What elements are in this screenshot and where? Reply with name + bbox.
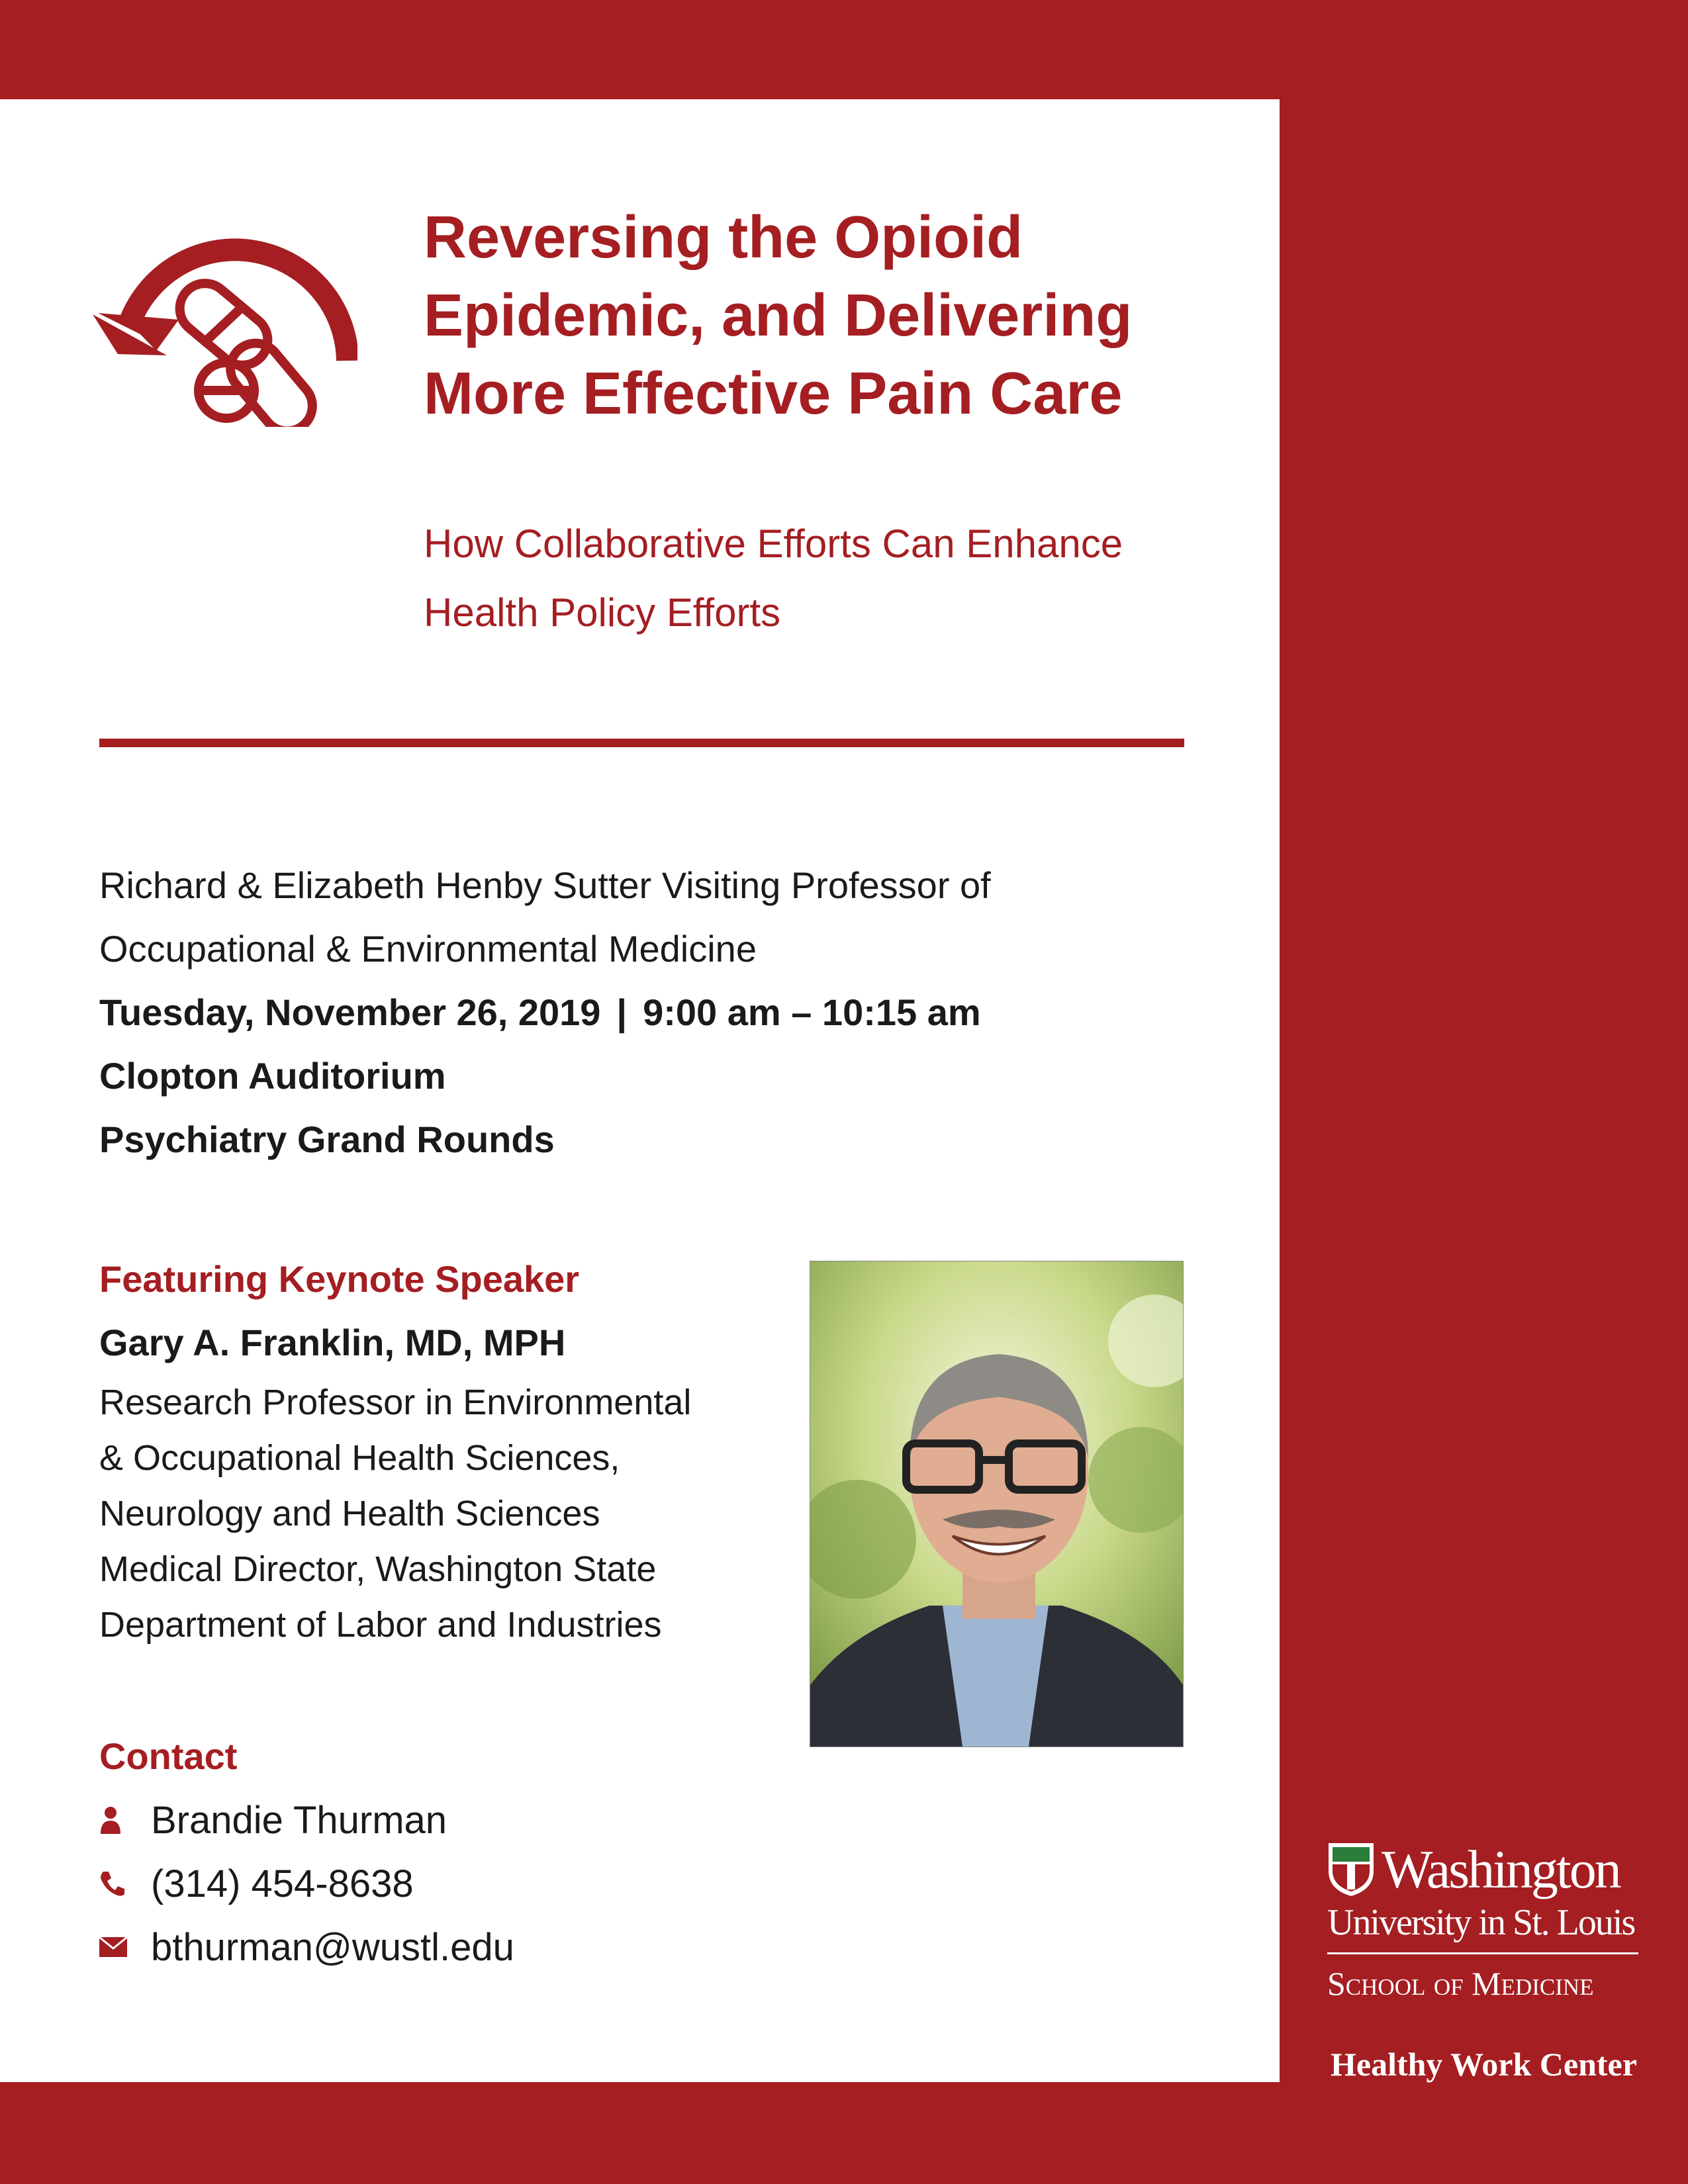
speaker-title-line: & Occupational Health Sciences,	[99, 1438, 620, 1478]
speaker-section	[99, 1248, 794, 1653]
phone-icon	[99, 1870, 151, 1897]
speaker-name: Gary A. Franklin, MD, MPH	[99, 1322, 566, 1363]
event-details	[99, 854, 1185, 1171]
contact-label: Contact	[99, 1735, 238, 1777]
university-logo	[1327, 1840, 1658, 2003]
event-subtitle	[424, 510, 1218, 647]
speaker-title-line: Neurology and Health Sciences	[99, 1494, 600, 1533]
speaker-title-line: Medical Director, Washington State	[99, 1549, 657, 1589]
contact-name: Brandie Thurman	[151, 1798, 447, 1842]
contact-phone-row	[99, 1852, 761, 1915]
pill-reversal-arrow-icon	[93, 202, 357, 427]
university-shield-icon	[1327, 1842, 1375, 1897]
professorship-line: Occupational & Environmental Medicine	[99, 928, 757, 970]
speaker-label: Featuring Keynote Speaker	[99, 1258, 580, 1300]
separator: |	[616, 991, 628, 1033]
subtitle-line: Health Policy Efforts	[424, 590, 781, 635]
event-time: 9:00 am – 10:15 am	[643, 991, 981, 1033]
contact-phone[interactable]: (314) 454-8638	[151, 1862, 414, 1905]
title-line: Reversing the Opioid	[424, 205, 1023, 271]
university-sub: University in St. Louis	[1327, 1902, 1635, 1943]
divider	[99, 739, 1184, 747]
speaker-portrait	[810, 1261, 1184, 1747]
contact-email-row	[99, 1915, 761, 1979]
event-series: Psychiatry Grand Rounds	[99, 1118, 555, 1160]
university-name: Washington	[1382, 1839, 1620, 1899]
logo-rule	[1327, 1952, 1638, 1954]
speaker-title-line: Research Professor in Environmental	[99, 1383, 692, 1422]
subtitle-line: How Collaborative Efforts Can Enhance	[424, 522, 1123, 566]
contact-section	[99, 1725, 761, 1979]
school-name: School of Medicine	[1327, 1965, 1594, 2002]
event-title	[424, 199, 1218, 433]
speaker-title-line: Department of Labor and Industries	[99, 1605, 662, 1645]
contact-email[interactable]: bthurman@wustl.edu	[151, 1925, 514, 1969]
event-date: Tuesday, November 26, 2019	[99, 991, 601, 1033]
event-location: Clopton Auditorium	[99, 1055, 446, 1097]
title-line: Epidemic, and Delivering	[424, 283, 1133, 349]
contact-name-row	[99, 1788, 761, 1852]
envelope-icon	[99, 1937, 151, 1957]
person-icon	[99, 1806, 151, 1834]
date-time-line	[99, 981, 1185, 1044]
center-name: Healthy Work Center	[1331, 2046, 1637, 2083]
title-line: More Effective Pain Care	[424, 361, 1123, 427]
professorship-line: Richard & Elizabeth Henby Sutter Visiting Professor of	[99, 864, 991, 906]
